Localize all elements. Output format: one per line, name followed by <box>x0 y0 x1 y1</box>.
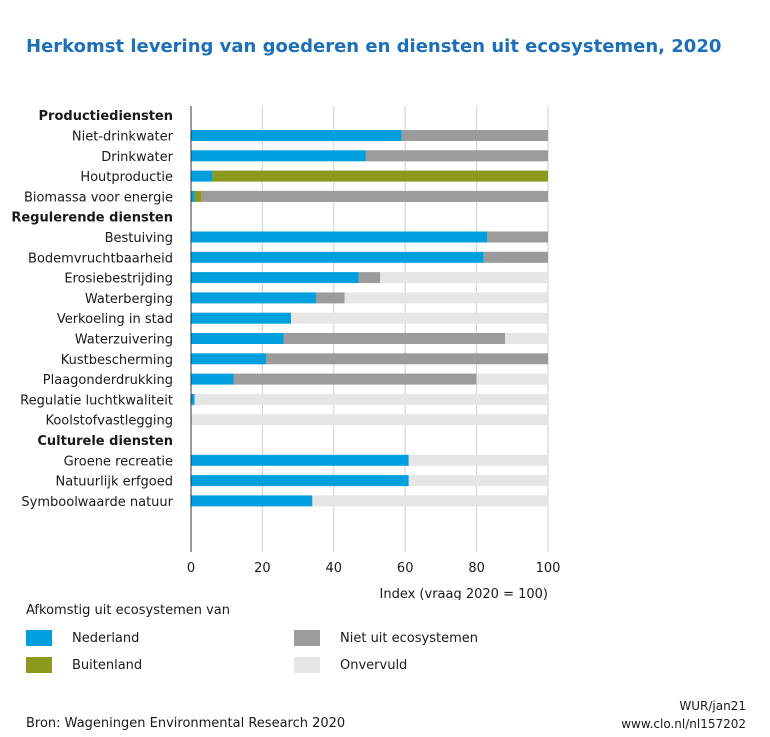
legend-swatch-buitenland <box>26 657 52 673</box>
bar-segment <box>359 272 380 283</box>
bar-segment <box>191 394 195 405</box>
legend-item-niet-uit-ecosystemen <box>294 630 478 646</box>
credit-line: WUR/jan21 <box>679 699 746 713</box>
bar-segment <box>366 150 548 161</box>
x-tick-label: 100 <box>535 561 561 576</box>
bar-segment <box>212 171 548 182</box>
legend-item-buitenland <box>26 657 142 673</box>
bar-segment <box>409 455 548 466</box>
bar-segment <box>284 333 505 344</box>
category-label: Verkoeling in stad <box>56 312 173 328</box>
bar-segment <box>487 232 548 243</box>
bar-segment <box>345 292 548 303</box>
group-label: Regulerende diensten <box>11 210 173 226</box>
category-label: Groene recreatie <box>63 454 173 470</box>
bar-segment <box>191 130 402 141</box>
legend-label: Nederland <box>72 630 140 646</box>
legend-swatch-onvervuld <box>294 657 320 673</box>
bar-segment <box>266 353 548 364</box>
bar-segment <box>202 191 548 202</box>
category-label: Drinkwater <box>101 149 173 165</box>
bar-segment <box>380 272 548 283</box>
bar-segment <box>191 191 195 202</box>
bar-segment <box>191 150 366 161</box>
bar-segment <box>402 130 548 141</box>
bar-segment <box>191 292 316 303</box>
category-label: Koolstofvastlegging <box>45 413 173 429</box>
category-label: Natuurlijk erfgoed <box>55 474 173 490</box>
bar-segment <box>191 252 484 263</box>
legend-label: Onvervuld <box>340 657 408 673</box>
bar-segment <box>191 455 409 466</box>
group-label: Culturele diensten <box>37 434 173 449</box>
x-tick-label: 20 <box>254 561 271 576</box>
bar-segment <box>195 394 548 405</box>
bar-segment <box>505 333 548 344</box>
x-axis-label: Index (vraag 2020 = 100) <box>379 587 548 600</box>
legend-item-nederland <box>26 630 139 646</box>
category-label: Symboolwaarde natuur <box>21 494 173 510</box>
legend-swatch-nederland <box>26 630 52 646</box>
category-label: Biomassa voor energie <box>23 190 173 206</box>
category-label: Niet-drinkwater <box>71 129 173 145</box>
bar-segment <box>191 374 234 385</box>
category-label: Kustbescherming <box>60 352 173 368</box>
group-label: Productiediensten <box>38 109 173 125</box>
credit <box>621 697 746 733</box>
bar-segment <box>191 171 212 182</box>
category-label: Waterberging <box>84 291 173 307</box>
category-label: Erosiebestrijding <box>64 271 173 287</box>
bar-segment <box>234 374 477 385</box>
source-note: Bron: Wageningen Environmental Research 2020 <box>26 716 346 731</box>
x-tick-label: 0 <box>186 561 196 576</box>
category-label: Bestuiving <box>104 231 173 246</box>
bar-segment <box>191 333 284 344</box>
category-label: Plaagonderdrukking <box>42 373 173 389</box>
category-label: Bodemvruchtbaarheid <box>28 251 173 267</box>
bar-segment <box>191 414 548 425</box>
legend-label: Buitenland <box>72 657 143 673</box>
bar-segment <box>316 292 345 303</box>
bar-segment <box>291 313 548 324</box>
credit-url: www.clo.nl/nl157202 <box>621 717 746 731</box>
bar-segment <box>191 272 359 283</box>
x-tick-label: 80 <box>468 561 485 576</box>
legend-swatch-niet-uit-ecosystemen <box>294 630 320 646</box>
bar-segment <box>312 495 548 506</box>
x-tick-label: 40 <box>325 561 343 576</box>
legend-title: Afkomstig uit ecosystemen van <box>26 603 231 618</box>
x-tick-label: 60 <box>396 561 414 576</box>
legend-label: Niet uit ecosystemen <box>340 630 478 646</box>
bar-segment <box>484 252 548 263</box>
bar-segment <box>191 232 487 243</box>
legend-item-onvervuld <box>294 657 407 673</box>
bar-segment <box>195 191 202 202</box>
bar-segment <box>409 475 548 486</box>
bar-segment <box>191 495 312 506</box>
category-label: Regulatie luchtkwaliteit <box>20 393 173 409</box>
bar-segment <box>191 353 266 364</box>
bar-segment <box>477 374 548 385</box>
bar-segment <box>191 475 409 486</box>
chart-title: Herkomst levering van goederen en diensten uit ecosystemen, 2020 <box>26 36 722 57</box>
category-label: Houtproductie <box>80 170 173 186</box>
bar-segment <box>191 313 291 324</box>
category-label: Waterzuivering <box>74 332 173 348</box>
